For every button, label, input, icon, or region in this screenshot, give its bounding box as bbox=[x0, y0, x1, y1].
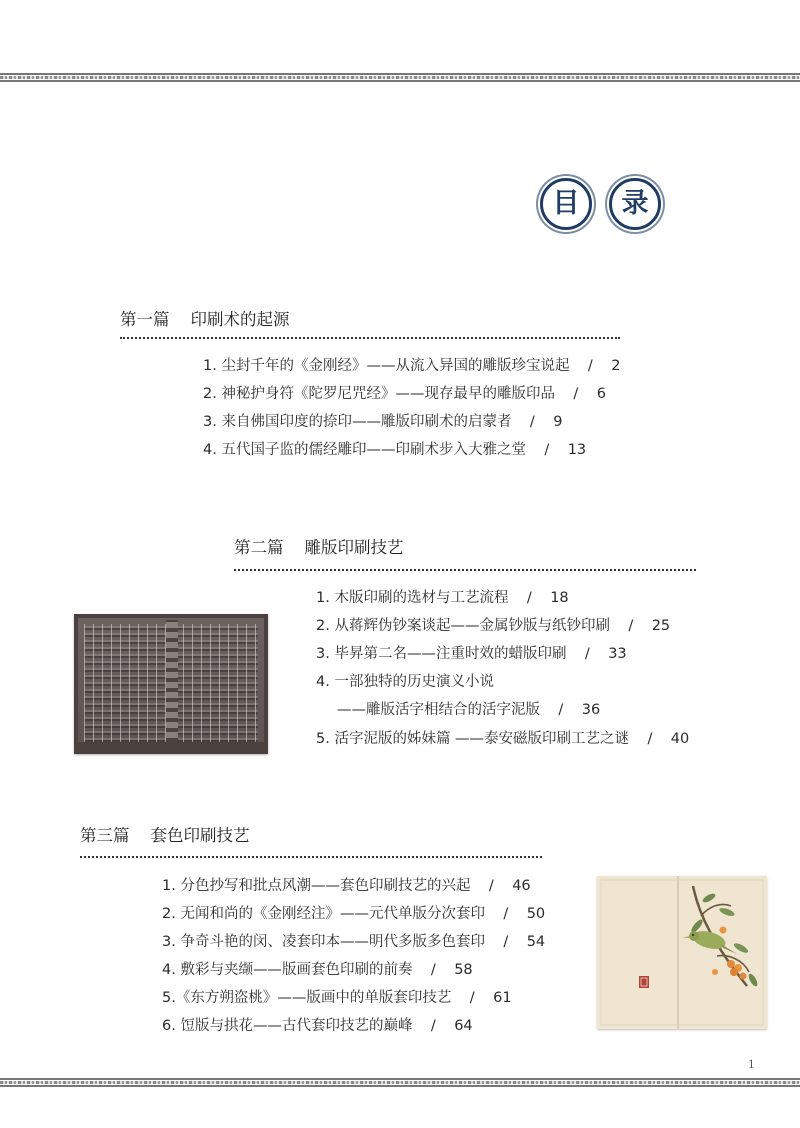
part1-entry-2[interactable]: 2. 神秘护身符《陀罗尼咒经》——现存最早的雕版印品 / 6 bbox=[203, 386, 606, 402]
part2-divider bbox=[234, 569, 696, 571]
part3-heading: 第三篇 套色印刷技艺 bbox=[80, 826, 250, 845]
part2-entry-5[interactable]: 5. 活字泥版的姊妹篇 ——泰安磁版印刷工艺之谜 / 40 bbox=[316, 731, 690, 747]
part1-entry-4[interactable]: 4. 五代国子监的儒经雕印——印刷术步入大雅之堂 / 13 bbox=[203, 442, 587, 458]
part2-entry-4[interactable]: 4. 一部独特的历史演义小说 bbox=[316, 674, 494, 690]
part2-entry-2[interactable]: 2. 从蒋辉伪钞案谈起——金属钞版与纸钞印刷 / 25 bbox=[316, 618, 671, 634]
part3-entry-4[interactable]: 4. 敷彩与夹缬——版画套色印刷的前奏 / 58 bbox=[162, 962, 473, 978]
toc-title-seal-mu: 目 bbox=[540, 178, 592, 230]
part3-divider bbox=[80, 856, 542, 858]
part1-heading: 第一篇 印刷术的起源 bbox=[120, 310, 290, 329]
part1-divider bbox=[120, 337, 620, 339]
bird-and-flower-painting-image bbox=[597, 876, 767, 1029]
part3-entry-1[interactable]: 1. 分色抄写和批点风潮——套色印刷技艺的兴起 / 46 bbox=[162, 878, 531, 894]
part3-entry-3[interactable]: 3. 争奇斗艳的闵、凌套印本——明代多版多色套印 / 54 bbox=[162, 934, 546, 950]
part3-entry-5[interactable]: 5.《东方朔盗桃》——版画中的单版套印技艺 / 61 bbox=[162, 990, 512, 1006]
part1-entry-1[interactable]: 1. 尘封千年的《金刚经》——从流入异国的雕版珍宝说起 / 2 bbox=[203, 358, 621, 374]
part3-entry-2[interactable]: 2. 无闻和尚的《金刚经注》——元代单版分次套印 / 50 bbox=[162, 906, 546, 922]
part1-entry-3[interactable]: 3. 来自佛国印度的捺印——雕版印刷术的启蒙者 / 9 bbox=[203, 414, 563, 430]
toc-title-seal-lu: 录 bbox=[609, 178, 661, 230]
page-number: 1 bbox=[748, 1056, 755, 1071]
part2-entry-3[interactable]: 3. 毕昇第二名——注重时效的蜡版印刷 / 33 bbox=[316, 646, 627, 662]
bottom-decorative-border bbox=[0, 1078, 800, 1087]
top-decorative-border bbox=[0, 73, 800, 82]
part2-heading: 第二篇 雕版印刷技艺 bbox=[234, 538, 404, 557]
part2-entry-1[interactable]: 1. 木版印刷的选材与工艺流程 / 18 bbox=[316, 590, 569, 606]
part3-entry-6[interactable]: 6. 饾版与拱花——古代套印技艺的巅峰 / 64 bbox=[162, 1018, 473, 1034]
woodblock-plate-image bbox=[74, 614, 268, 754]
part2-entry-4-subtitle[interactable]: ——雕版活字相结合的活字泥版 / 36 bbox=[337, 702, 601, 718]
